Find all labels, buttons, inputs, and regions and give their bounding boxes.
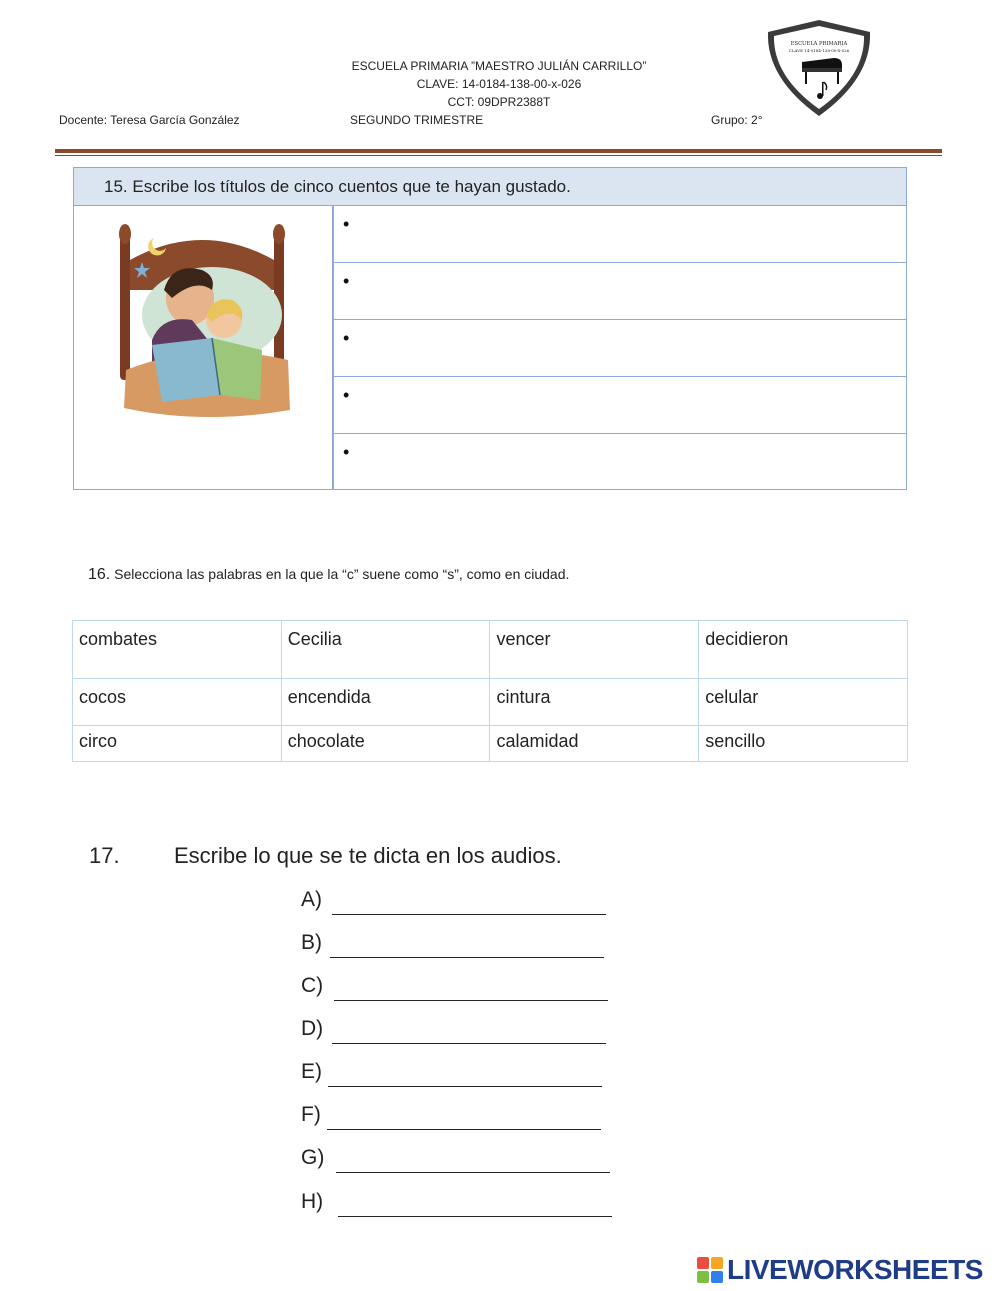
answer-blank[interactable] <box>336 1172 610 1173</box>
answer-label: G) <box>301 1146 325 1169</box>
word-option[interactable]: calamidad <box>496 731 579 751</box>
story-title-input-3[interactable] <box>364 330 888 366</box>
trimester: SEGUNDO TRIMESTRE <box>350 113 484 127</box>
q16-prompt <box>88 566 569 584</box>
table-row <box>73 621 908 679</box>
word-cell[interactable] <box>699 621 908 679</box>
bullet: • <box>343 442 350 462</box>
answer-blank[interactable] <box>334 1000 608 1001</box>
q15-title: 15. Escribe los títulos de cinco cuentos que te hayan gustado. <box>104 177 571 196</box>
logo-text-1: ESCUELA PRIMARIA <box>790 41 848 47</box>
dictation-answer <box>301 1060 322 1084</box>
dictation-answer <box>301 1103 321 1127</box>
q15-answer-row <box>334 263 906 320</box>
school-shield-logo <box>764 18 874 118</box>
word-cell[interactable] <box>281 726 490 762</box>
word-option[interactable]: circo <box>79 731 118 751</box>
word-option[interactable]: vencer <box>496 629 551 649</box>
story-title-input-4[interactable] <box>364 387 888 423</box>
liveworksheets-wordmark: LIVEWORKSHEETS <box>727 1254 983 1285</box>
dictation-answer <box>301 974 323 998</box>
word-cell[interactable] <box>490 679 699 726</box>
answer-label: F) <box>301 1103 321 1126</box>
answer-label: A) <box>301 888 322 911</box>
answer-label: H) <box>301 1190 324 1213</box>
dictation-answer <box>301 888 322 912</box>
word-option[interactable]: decidieron <box>705 629 789 649</box>
word-option[interactable]: celular <box>705 687 759 707</box>
word-option[interactable]: combates <box>79 629 158 649</box>
q16-number: 16. <box>88 566 111 583</box>
bullet: • <box>343 328 350 348</box>
dictation-answer <box>301 1190 323 1214</box>
story-title-input-2[interactable] <box>364 273 888 309</box>
q15-answer-row <box>334 320 906 377</box>
teacher-name: Docente: Teresa García González <box>59 113 240 127</box>
answer-blank[interactable] <box>338 1216 612 1217</box>
answer-blank[interactable] <box>330 957 604 958</box>
bedtime-story-illustration <box>112 220 294 420</box>
liveworksheets-icon <box>697 1257 723 1283</box>
school-clave: CLAVE: 14-0184-138-00-x-026 <box>416 77 582 91</box>
dictation-answer <box>301 931 322 955</box>
story-title-input-1[interactable] <box>364 216 888 252</box>
word-cell[interactable] <box>73 726 282 762</box>
liveworksheets-logo <box>697 1254 995 1286</box>
answer-blank[interactable] <box>327 1129 601 1130</box>
q15-answer-row <box>334 206 906 263</box>
table-row <box>73 726 908 762</box>
word-option[interactable]: Cecilia <box>287 629 342 649</box>
q15-header <box>74 168 906 206</box>
header-rule-thin <box>55 155 942 156</box>
answer-blank[interactable] <box>328 1086 602 1087</box>
bullet: • <box>343 385 350 405</box>
bullet: • <box>343 214 350 234</box>
word-option[interactable]: cocos <box>79 687 127 707</box>
q17-text: Escribe lo que se te dicta en los audios. <box>174 843 562 868</box>
word-option[interactable]: sencillo <box>705 731 766 751</box>
word-cell[interactable] <box>699 679 908 726</box>
answer-label: B) <box>301 931 322 954</box>
story-title-input-5[interactable] <box>364 444 888 480</box>
q17-number: 17. <box>89 843 120 868</box>
school-name: ESCUELA PRIMARIA ”MAESTRO JULIÁN CARRILLO” <box>351 59 647 73</box>
word-option[interactable]: chocolate <box>287 731 365 751</box>
q15-answer-row <box>334 377 906 434</box>
word-cell[interactable] <box>490 621 699 679</box>
word-option[interactable]: cintura <box>496 687 551 707</box>
q16-word-table <box>72 620 908 762</box>
word-cell[interactable] <box>73 621 282 679</box>
q15-table <box>73 167 907 490</box>
word-cell[interactable] <box>73 679 282 726</box>
logo-text-2: CLAVE 14-0184-138-00-X-026 <box>788 48 850 53</box>
bullet: • <box>343 271 350 291</box>
word-cell[interactable] <box>490 726 699 762</box>
word-cell[interactable] <box>281 621 490 679</box>
answer-label: E) <box>301 1060 322 1083</box>
answer-label: C) <box>301 974 324 997</box>
answer-blank[interactable] <box>332 914 606 915</box>
school-cct: CCT: 09DPR2388T <box>447 95 551 109</box>
q15-answer-row <box>334 434 906 490</box>
dictation-answer <box>301 1017 323 1041</box>
q16-text: Selecciona las palabras en la que la “c” suene como “s”, como en ciudad. <box>114 566 570 582</box>
table-row <box>73 679 908 726</box>
word-cell[interactable] <box>699 726 908 762</box>
word-cell[interactable] <box>281 679 490 726</box>
word-option[interactable]: encendida <box>287 687 371 707</box>
header-rule <box>55 149 942 153</box>
group: Grupo: 2° <box>711 113 763 127</box>
dictation-answer <box>301 1146 324 1170</box>
answer-blank[interactable] <box>332 1043 606 1044</box>
answer-label: D) <box>301 1017 324 1040</box>
